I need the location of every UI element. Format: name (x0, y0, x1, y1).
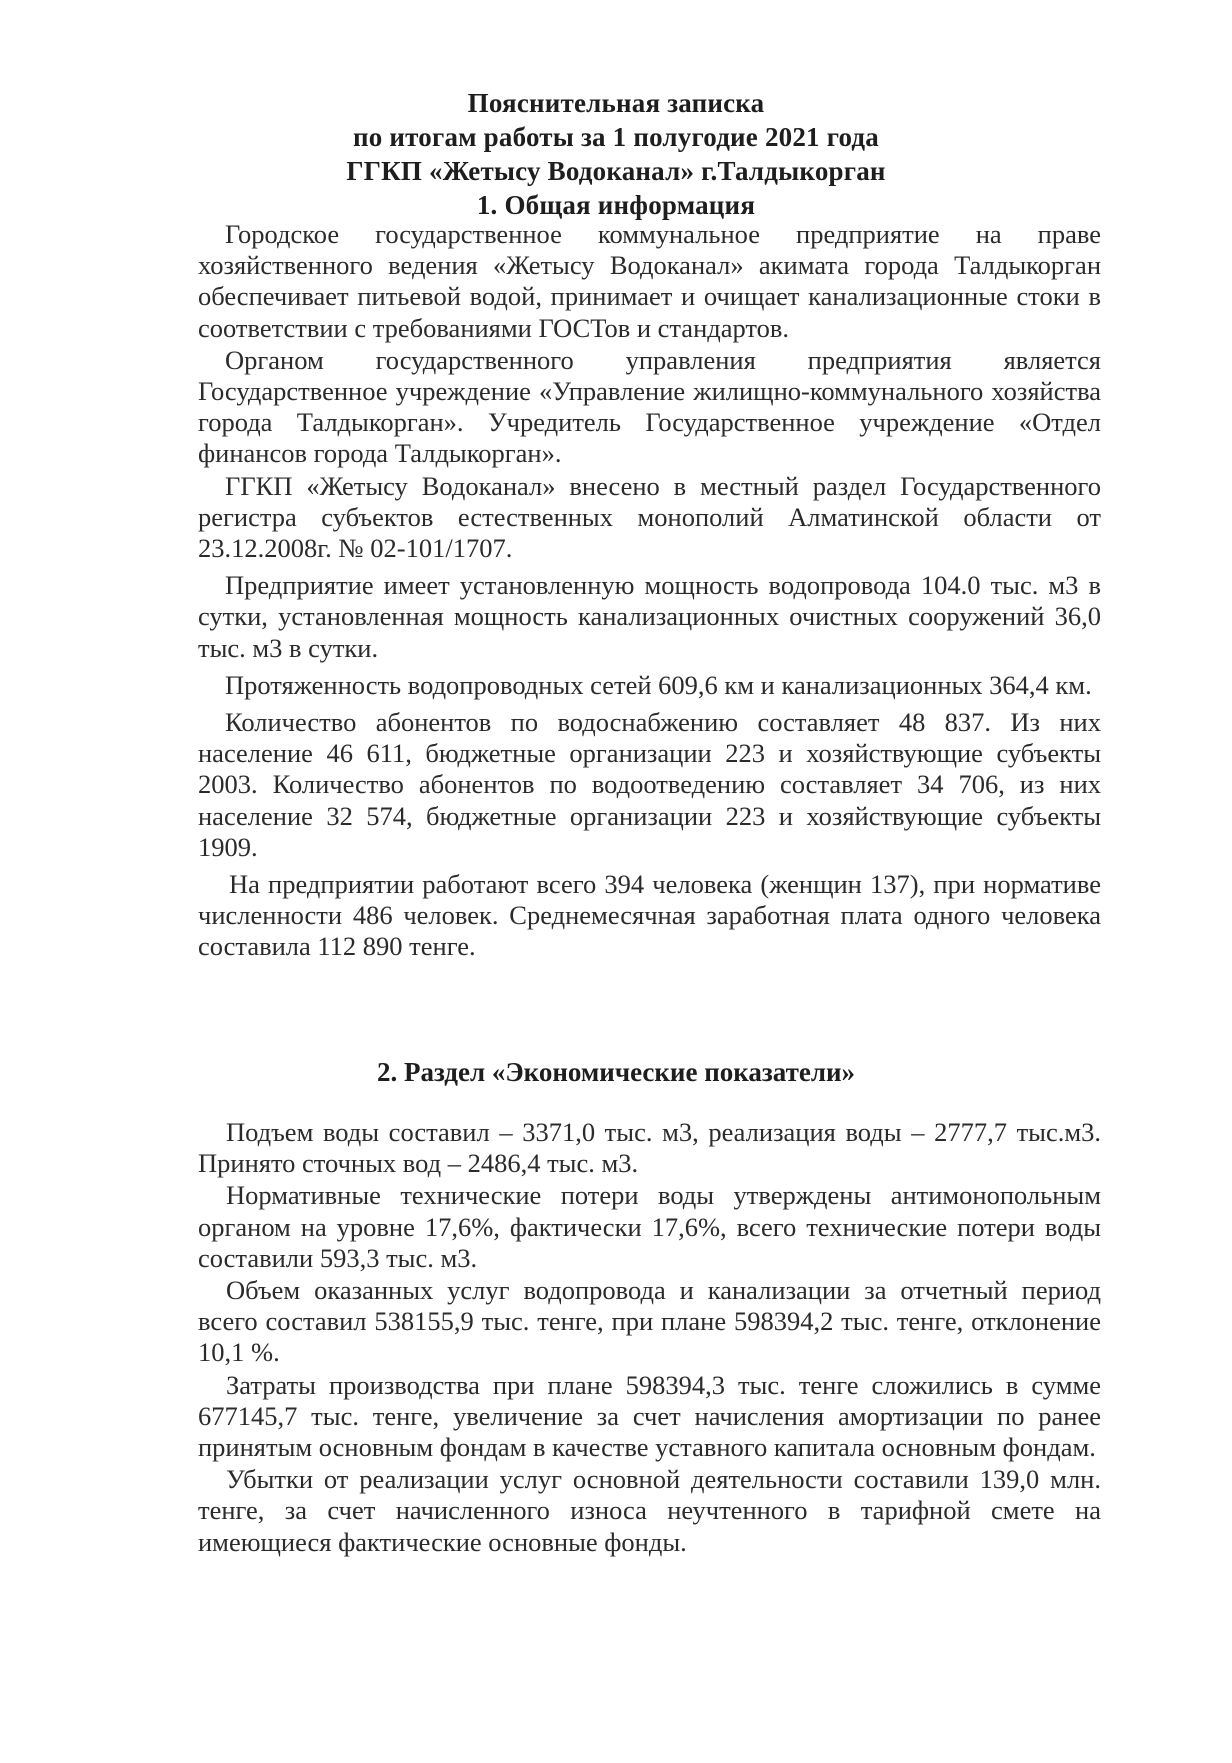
paragraph-governing-body: Органом государственного управления предприятия является Государственное учреждение «Управление жилищно-коммунального хозяйства города Талдыкорган». Учредитель Государственное учреждение «Отдел финансов города Талдыкорган». (198, 344, 1101, 469)
paragraph-general-info: Городское государственное коммунальное предприятие на праве хозяйственного ведения «Жетысу Водоканал» акимата города Талдыкорган обеспечивает питьевой водой, принимает и очищает канализационные стоки в соответствии с требованиями ГОСТов и стандартов. (198, 219, 1101, 343)
paragraph-water-losses: Нормативные технические потери воды утверждены антимонопольным органом на уровне 17,6%, фактически 17,6%, всего технические потери воды составили 593,3 тыс. м3. (198, 1180, 1101, 1273)
document-title: Пояснительная записка (467, 88, 765, 118)
paragraph-production-costs: Затраты производства при плане 598394,3 тыс. тенге сложились в сумме 677145,7 тыс. тенге, увеличение за счет начисления амортизации по ранее принятым основным фондам в качестве уставного капитала основным фондам. (198, 1369, 1101, 1463)
paragraph-services-volume: Объем оказанных услуг водопровода и канализации за отчетный период всего составил 538155,9 тыс. тенге, при плане 598394,2 тыс. тенге, отклонение 10,1 %. (198, 1275, 1101, 1368)
section-2-body (198, 1117, 1101, 1559)
organization-name: ГГКП «Жетысу Водоканал» г.Талдыкорган (346, 156, 886, 186)
document-header (0, 86, 1232, 222)
section-1-heading: 1. Общая информация (476, 190, 756, 220)
paragraph-capacity: Предприятие имеет установленную мощность водопровода 104.0 тыс. м3 в сутки, установленная мощность канализационных очистных сооружений 36,0 тыс. м3 в сутки. (198, 570, 1101, 663)
paragraph-staff: На предприятии работают всего 394 человека (женщин 137), при нормативе численности 486 человек. Среднемесячная заработная плата одного человека составила 112 890 тенге. (198, 869, 1101, 962)
section-2-heading: 2. Раздел «Экономические показатели» (376, 1057, 856, 1087)
document-subtitle: по итогам работы за 1 полугодие 2021 года (353, 122, 879, 152)
paragraph-subscribers: Количество абонентов по водоснабжению составляет 48 837. Из них население 46 611, бюджетные организации 223 и хозяйствующие субъекты 2003. Количество абонентов по водоотведению составляет 34 706, из них население 32 574, бюджетные организации 223 и хозяйствующие субъекты 1909. (198, 707, 1101, 862)
paragraph-water-volume: Подъем воды составил – 3371,0 тыс. м3, реализация воды – 2777,7 тыс.м3. Принято сточных вод – 2486,4 тыс. м3. (198, 1117, 1101, 1179)
section-1-body (198, 219, 1101, 964)
paragraph-monopoly-register: ГГКП «Жетысу Водоканал» внесено в местный раздел Государственного регистра субъектов естественных монополий Алматинской области от 23.12.2008г. № 02-101/1707. (198, 470, 1101, 564)
paragraph-losses: Убытки от реализации услуг основной деятельности составили 139,0 млн. тенге, за счет начисленного износа неучтенного в тарифной смете на имеющиеся фактические основные фонды. (198, 1464, 1101, 1557)
paragraph-network-length: Протяженность водопроводных сетей 609,6 км и канализационных 364,4 км. (225, 669, 1092, 700)
